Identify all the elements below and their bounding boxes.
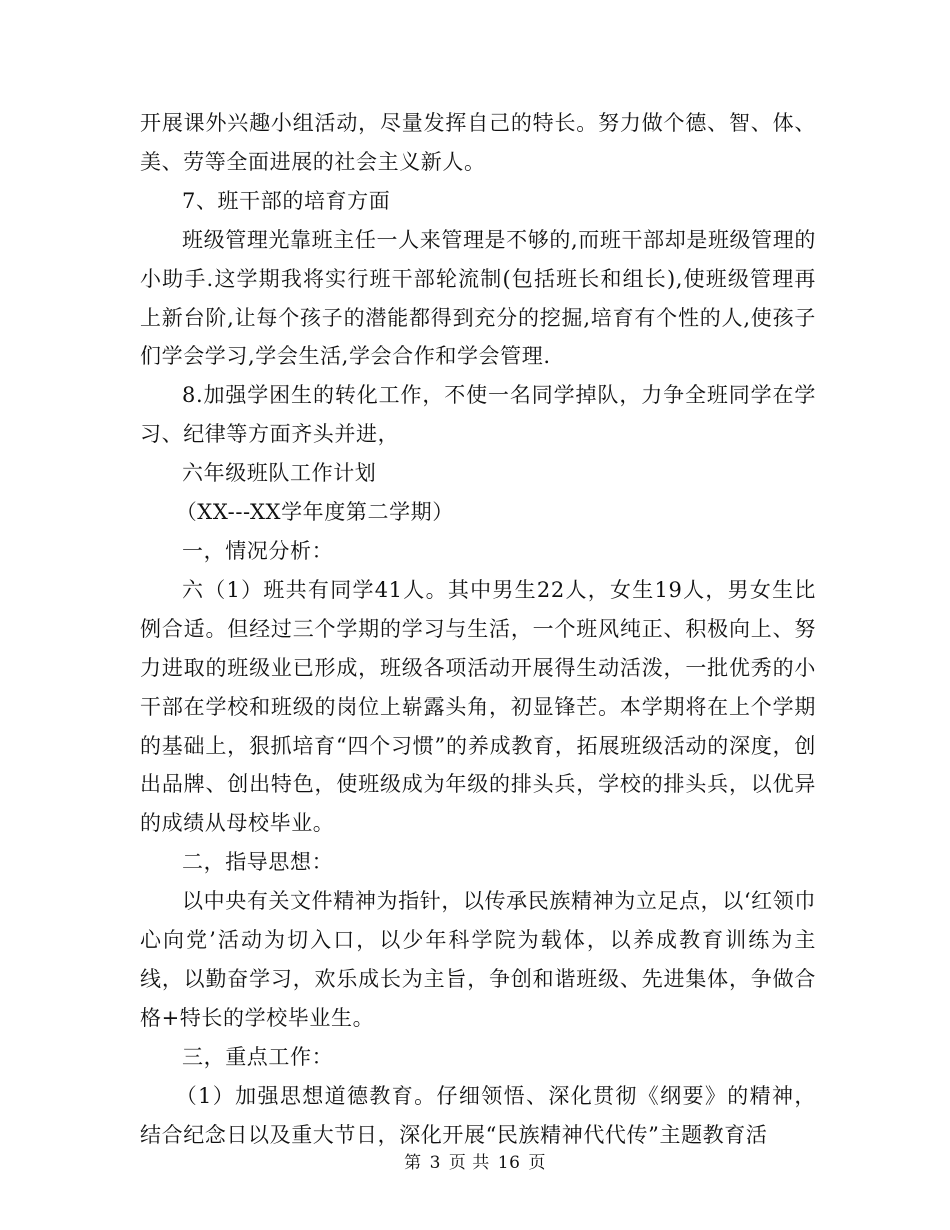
paragraph-continuation: 开展课外兴趣小组活动，尽量发挥自己的特长。努力做个德、智、体、美、劳等全面进展的社会主义新人。: [140, 111, 816, 174]
paragraph-struggling-students: 8.加强学困生的转化工作，不使一名同学掉队，力争全班同学在学习、纪律等方面齐头并进，: [140, 383, 816, 447]
footer-label-of: 页 共: [448, 1153, 490, 1173]
footer-label-page: 第: [404, 1153, 422, 1173]
paragraph-class-cadres: 班级管理光靠班主任一人来管理是不够的,而班干部却是班级管理的小助手.这学期我将实行班干部轮流制(包括班长和组长),使班级管理再上新台阶,让每个孩子的潜能都得到充分的挖掘,培育有个性的人,使孩子们学会学习,学会生活,学会合作和学会管理.: [140, 227, 816, 369]
footer-label-pages: 页: [528, 1153, 546, 1173]
paragraph-key-work-1: （1）加强思想道德教育。仔细领悟、深化贯彻《纲要》的精神，结合纪念日以及重大节日，深化开展“民族精神代代传”主题教育活: [140, 1083, 816, 1147]
footer-page-number: 3: [429, 1153, 441, 1173]
section-heading-key-work: 三，重点工作：: [182, 1044, 334, 1069]
page-footer: [0, 1148, 950, 1173]
paragraph-situation: 六（1）班共有同学41人。其中男生22人，女生19人，男女生比例合适。但经过三个学期的学习与生活，一个班风纯正、积极向上、努力进取的班级业已形成，班级各项活动开展得生动活泼，一批优秀的小干部在学校和班级的岗位上崭露头角，初显锋芒。本学期将在上个学期的基础上，狠抓培育“四个习惯”的养成教育，拓展班级活动的深度，创出品牌、创出特色，使班级成为年级的排头兵，学校的排头兵，以优异的成绩从母校毕业。: [140, 577, 816, 836]
footer-total-pages: 16: [497, 1153, 521, 1173]
document-body: [140, 104, 816, 1154]
section-heading-situation: 一，情况分析：: [182, 538, 334, 563]
section-heading-guiding-ideology: 二，指导思想：: [182, 850, 334, 875]
plan-subtitle: （XX---XX学年度第二学期）: [175, 500, 454, 525]
paragraph-guiding-ideology: 以中央有关文件精神为指针，以传承民族精神为立足点，以‘红领巾心向党’活动为切入口，以少年科学院为载体，以养成教育训练为主线，以勤奋学习，欢乐成长为主旨，争创和谐班级、先进集体，争做合格+特长的学校毕业生。: [140, 889, 816, 1030]
plan-title: 六年级班队工作计划: [182, 461, 377, 486]
section-heading-class-cadres: 7、班干部的培育方面: [182, 188, 391, 213]
